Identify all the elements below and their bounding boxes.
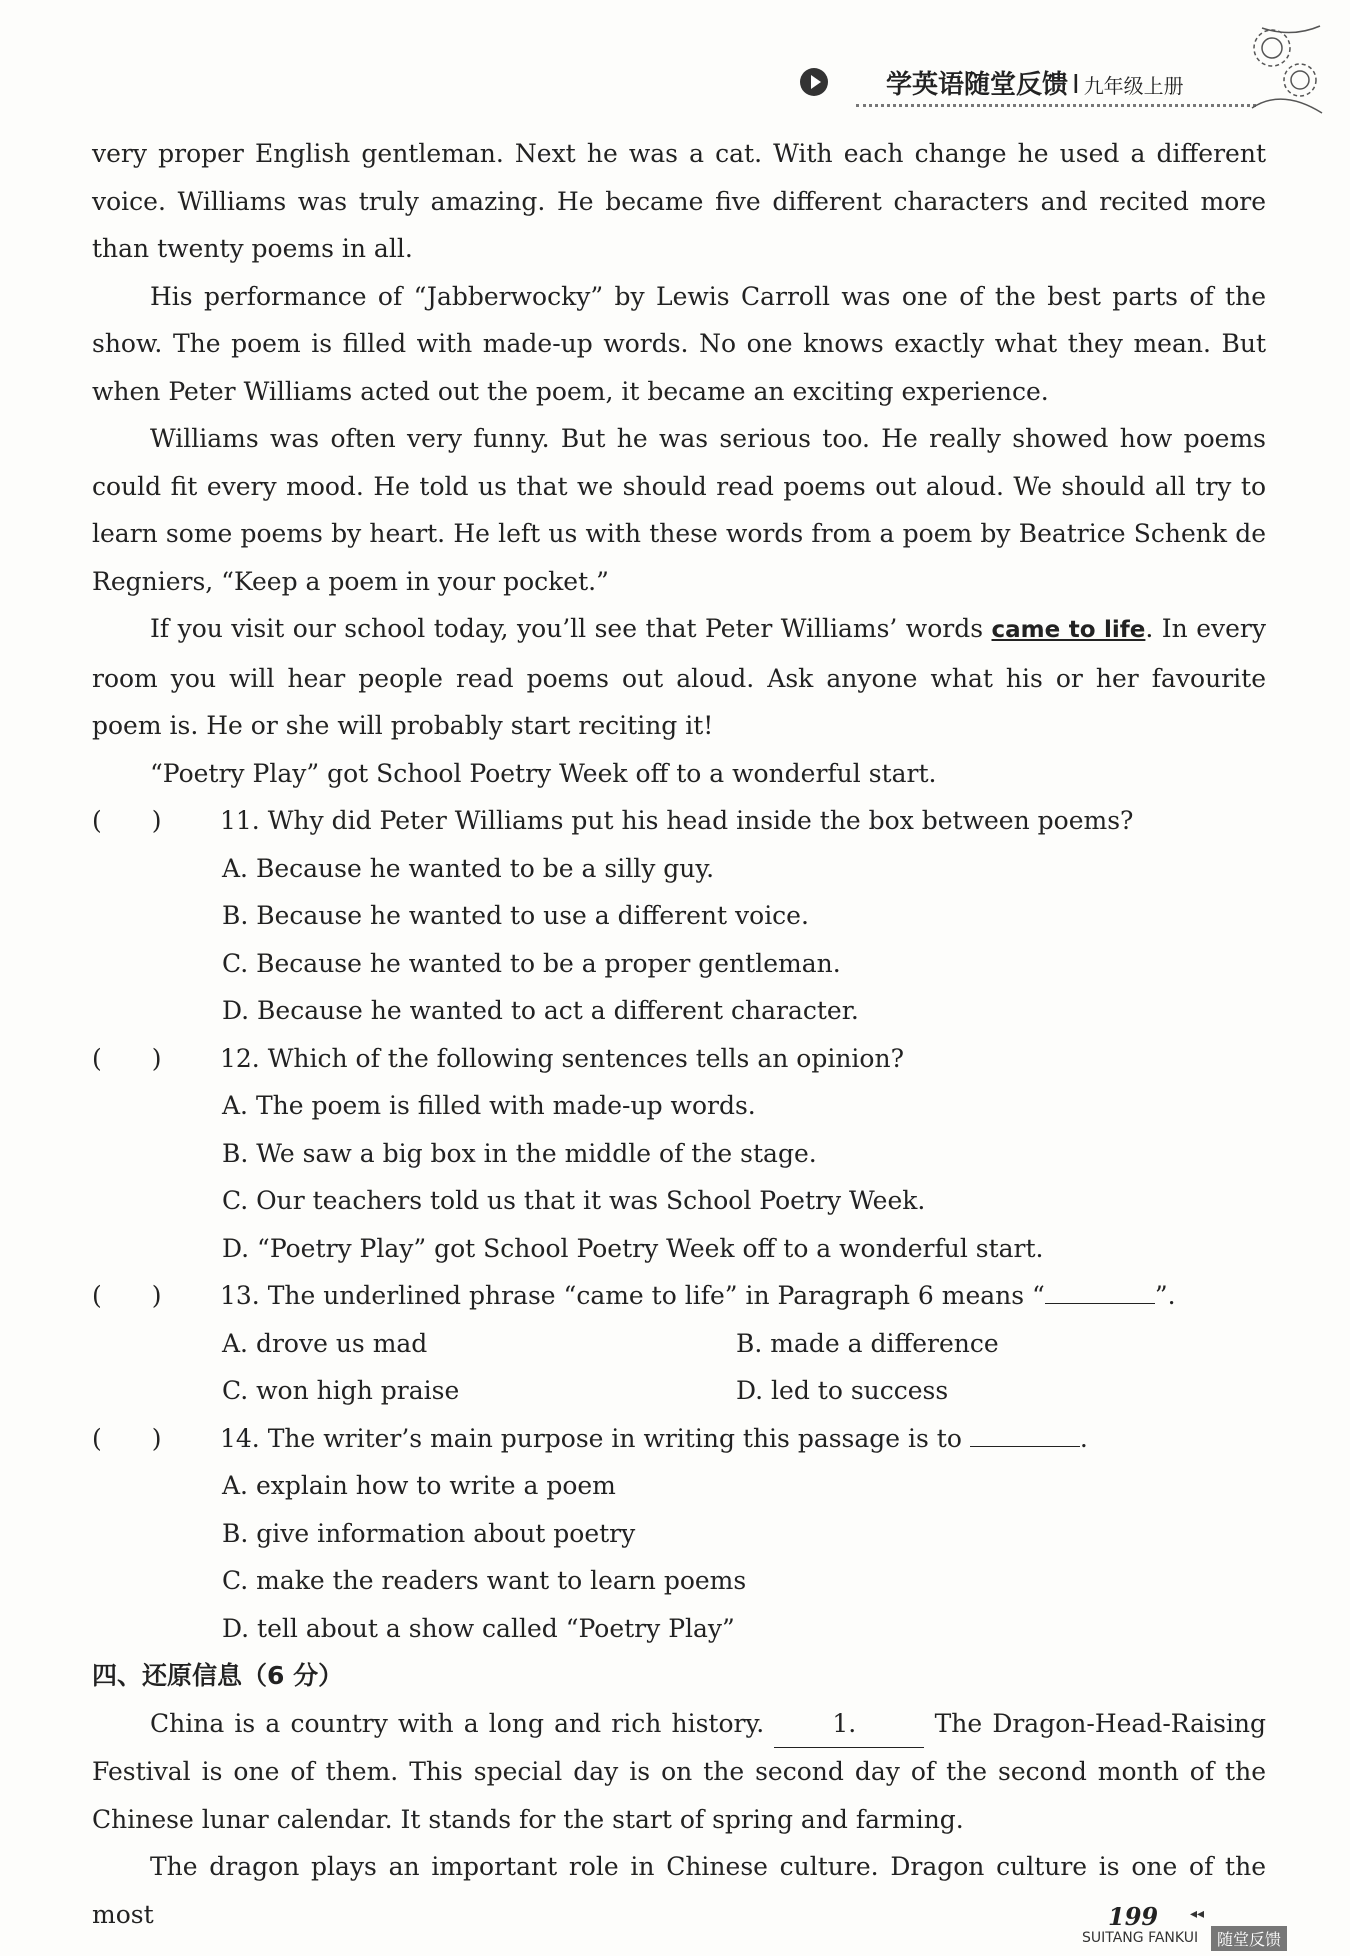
numbered-answer-blank[interactable]: 1. [774, 1700, 924, 1749]
passage-paragraph: Williams was often very funny. But he was serious too. He really showed how poems could fit every mood. He told us that we should read poems out aloud. We should all try to learn some poems by heart. He left us with these words from a poem by Beatrice Schenk de Regniers, “Keep a poem in your pocket.” [92, 424, 1266, 596]
answer-bracket[interactable]: ( ) [92, 1423, 162, 1453]
passage-paragraph-6 [92, 605, 1266, 750]
flower-decoration-icon [1242, 18, 1332, 128]
stem-start: 14. The writer’s main purpose in writing this passage is to [220, 1423, 970, 1453]
option: D. Because he wanted to act a different character. [222, 996, 859, 1025]
stem-start: 13. The underlined phrase “came to life” in Paragraph 6 means “ [220, 1281, 1045, 1310]
option: A. The poem is filled with made-up words. [222, 1091, 756, 1120]
option: B. We saw a big box in the middle of the stage. [222, 1138, 817, 1168]
header-dotted-rule [856, 104, 1256, 107]
book-subtitle: 九年级上册 [1083, 74, 1184, 98]
section-title: 四、还原信息（6 分） [92, 1661, 344, 1690]
footer-badge: 随堂反馈 [1211, 1926, 1287, 1951]
question-11 [92, 797, 1266, 1035]
option: C. Our teachers told us that it was School Poetry Week. [222, 1186, 926, 1215]
answer-blank[interactable] [1045, 1277, 1155, 1304]
answer-blank[interactable] [970, 1420, 1080, 1447]
stem-end: ”. [1154, 1281, 1176, 1310]
footer-brand: SUITANG FANKUI [1082, 1930, 1199, 1946]
play-icon [800, 68, 828, 96]
option: B. Because he wanted to use a different voice. [222, 901, 809, 930]
question-13 [92, 1272, 1266, 1415]
passage-paragraph: His performance of “Jabberwocky” by Lewis Carroll was one of the best parts of the show. The poem is filled with made-up words. No one knows exactly what they mean. But when Peter Williams acted out the poem, it became an exciting experience. [92, 281, 1266, 406]
option: C. Because he wanted to be a proper gentleman. [222, 948, 841, 978]
page-header [800, 60, 1270, 110]
option: D. tell about a show called “Poetry Play” [222, 1613, 735, 1643]
answer-bracket[interactable]: ( ) [92, 806, 162, 835]
answer-bracket[interactable]: ( ) [92, 1043, 162, 1073]
answer-bracket[interactable]: ( ) [92, 1281, 162, 1310]
book-title-text: 学英语随堂反馈 [886, 70, 1069, 100]
option: B. made a difference [736, 1328, 999, 1358]
question-stem [220, 1415, 1088, 1463]
option: B. give information about poetry [222, 1518, 636, 1548]
option: A. Because he wanted to be a silly guy. [222, 853, 715, 883]
option: C. make the readers want to learn poems [222, 1566, 747, 1595]
section-paragraph [92, 1700, 1266, 1844]
stem-end: . [1079, 1423, 1088, 1453]
section-text: China is a country with a long and rich history. [150, 1708, 775, 1738]
closing-sentence: “Poetry Play” got School Poetry Week off to a wonderful start. [150, 758, 937, 788]
page-content [92, 130, 1266, 1938]
option: C. won high praise [222, 1376, 460, 1405]
question-stem [220, 1272, 1176, 1320]
question-14 [92, 1415, 1266, 1653]
question-stem: 11. Why did Peter Williams put his head inside the box between poems? [220, 806, 1134, 835]
option: D. “Poetry Play” got School Poetry Week off to a wonderful start. [222, 1233, 1044, 1263]
passage-paragraph: very proper English gentleman. Next he was a cat. With each change he used a different voice. Williams was truly amazing. He became five different characters and recited more than twenty poems in all. [92, 139, 1266, 263]
question-12 [92, 1035, 1266, 1273]
question-stem: 12. Which of the following sentences tells an opinion? [220, 1043, 904, 1073]
section-paragraph: The dragon plays an important role in Chinese culture. Dragon culture is one of the most [92, 1852, 1266, 1929]
section-text-end: The Dragon-Head-Raising Festival is one of them. This special day is on the second day of the second month of the Chinese lunar calendar. It stands for the start of spring and farming. [92, 1708, 1266, 1834]
para6-text-end: . In every room you will hear people read poems out aloud. Ask anyone what his or her favourite poem is. He or she will probably start reciting it! [92, 614, 1267, 740]
option: A. explain how to write a poem [222, 1471, 616, 1500]
title-separator: I [1072, 70, 1080, 100]
page-arrow-icon: ◂◂ [1190, 1906, 1205, 1922]
option: D. led to success [736, 1376, 949, 1405]
book-title [886, 64, 1184, 101]
page-number: 199 [1108, 1902, 1159, 1931]
option: A. drove us mad [222, 1328, 428, 1358]
para6-text: If you visit our school today, you’ll see that Peter Williams’ words [150, 614, 992, 643]
underlined-phrase: came to life [991, 617, 1146, 643]
